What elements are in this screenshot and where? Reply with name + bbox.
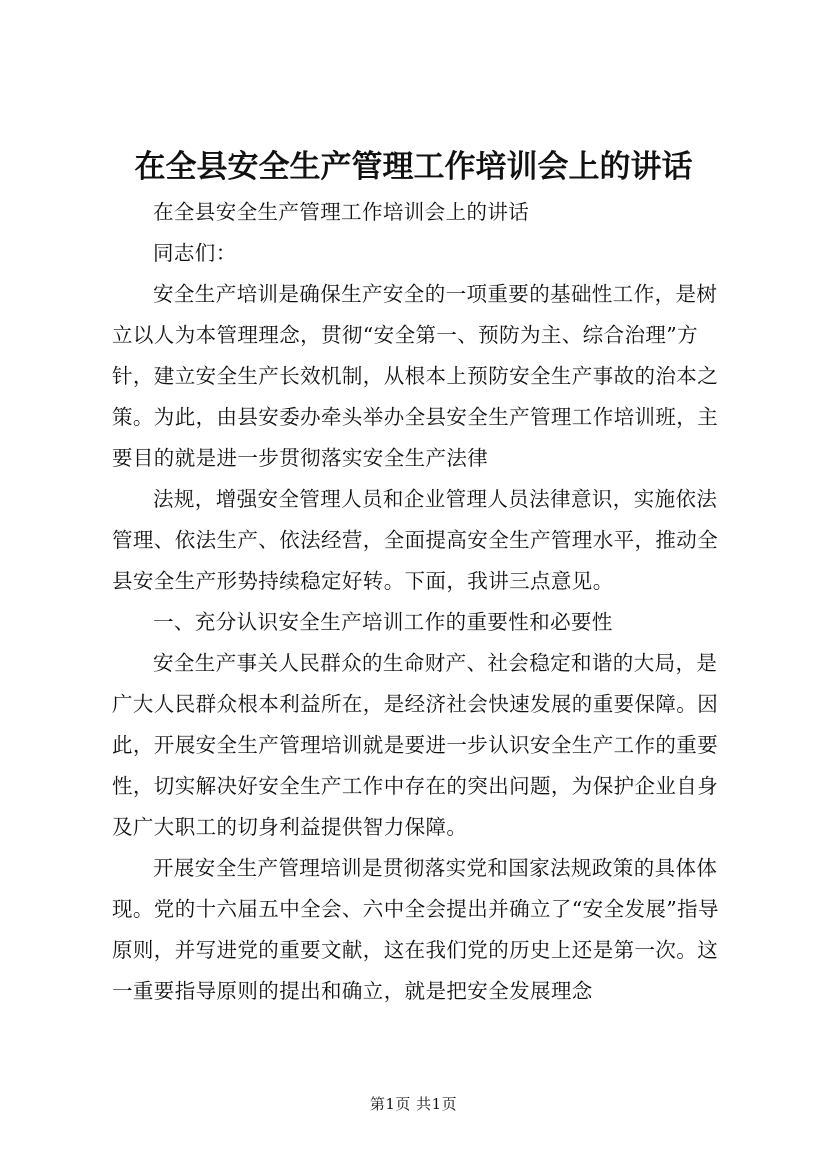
- body-paragraph-3: 安全生产事关人民群众的生命财产、社会稳定和谐的大局，是广大人民群众根本利益所在，是经济社会快速发展的重要保障。因此，开展安全生产管理培训就是要进一步认识安全生产工作的重要性，切实解决好安全生产工作中存在的突出问题，为保护企业自身及广大职工的切身利益提供智力保障。: [112, 651, 719, 839]
- section-heading-1: 一、充分认识安全生产培训工作的重要性和必要性: [153, 610, 613, 634]
- document-title: 在全县安全生产管理工作培训会上的讲话: [134, 149, 693, 185]
- body-paragraph-1: 安全生产培训是确保生产安全的一项重要的基础性工作，是树立以人为本管理理念，贯彻“安全第一、预防为主、综合治理”方针，建立安全生产长效机制，从根本上预防安全生产事故的治本之策。为此，由县安委办牵头举办全县安全生产管理工作培训班，主要目的就是进一步贯彻落实安全生产法律: [112, 282, 719, 470]
- body-paragraph-2: 法规，增强安全管理人员和企业管理人员法律意识，实施依法管理、依法生产、依法经营，全面提高安全生产管理水平，推动全县安全生产形势持续稳定好转。下面，我讲三点意见。: [112, 487, 719, 593]
- page-footer: 第1页 共1页: [369, 1095, 458, 1113]
- greeting-paragraph: 同志们：: [153, 241, 237, 265]
- body-paragraph-4: 开展安全生产管理培训是贯彻落实党和国家法规政策的具体体现。党的十六届五中全会、六中全会提出并确立了“安全发展”指导原则，并写进党的重要文献，这在我们党的历史上还是第一次。这一重要指导原则的提出和确立，就是把安全发展理念: [112, 856, 719, 1003]
- document-body: [112, 192, 726, 1012]
- body-subtitle: 在全县安全生产管理工作培训会上的讲话: [153, 200, 530, 224]
